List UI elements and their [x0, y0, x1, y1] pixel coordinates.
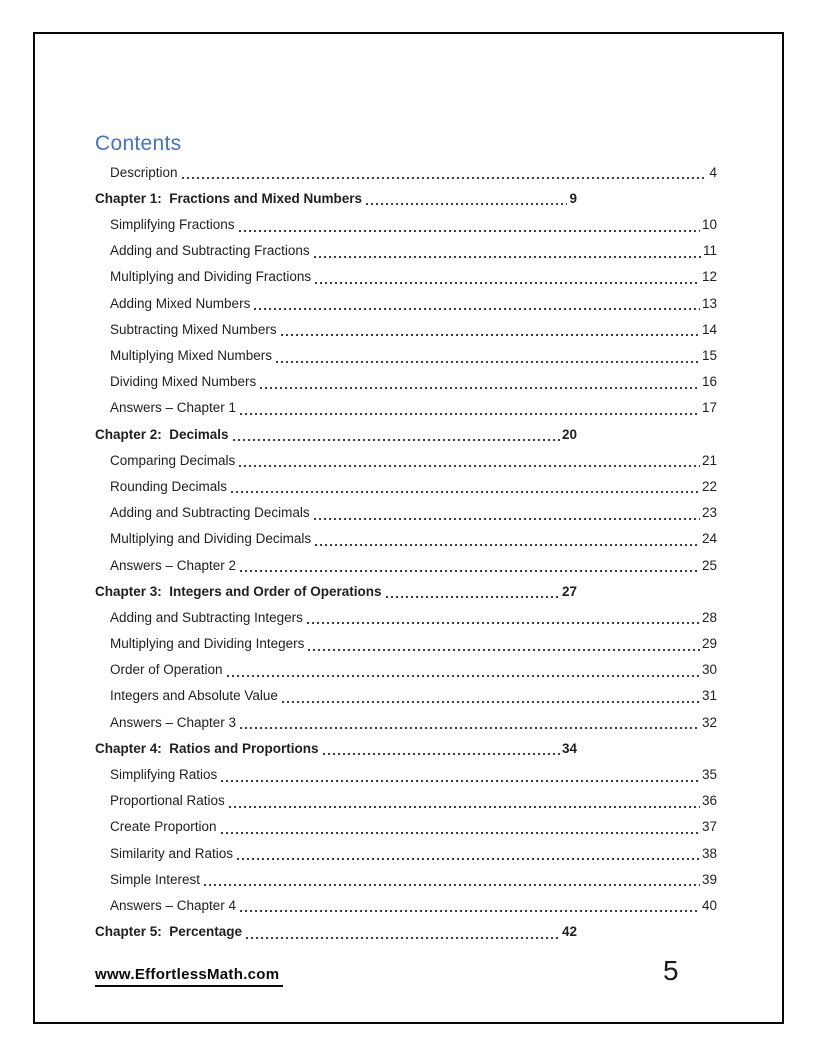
toc-entry-page-number: 23 [701, 505, 717, 521]
toc-entry-page-number: 10 [701, 217, 717, 233]
contents-heading: Contents [95, 132, 182, 155]
toc-entry[interactable] [95, 787, 717, 813]
toc-entry[interactable] [95, 760, 717, 786]
toc-entry[interactable] [95, 315, 717, 341]
toc-leader-dots [281, 334, 700, 336]
toc-entry-label: Multiplying and Dividing Decimals [110, 531, 312, 547]
toc-leader-dots [308, 649, 700, 651]
toc-entry[interactable] [95, 813, 717, 839]
toc-leader-dots [227, 675, 700, 677]
toc-entry-label: Chapter 1: Fractions and Mixed Numbers [95, 190, 363, 206]
toc-entry-page-number: 9 [569, 190, 577, 206]
toc-entry-label: Dividing Mixed Numbers [110, 374, 257, 390]
toc-entry[interactable] [95, 525, 717, 551]
toc-entry-page-number: 28 [701, 609, 717, 625]
toc-entry-label: Simple Interest [110, 871, 201, 887]
toc-entry[interactable] [95, 158, 717, 184]
toc-entry-page-number: 11 [702, 243, 717, 259]
toc-leader-dots [182, 177, 708, 179]
toc-entry-page-number: 30 [701, 662, 717, 678]
toc-entry-page-number: 32 [701, 714, 717, 730]
toc-entry[interactable] [95, 341, 717, 367]
toc-entry[interactable] [95, 708, 717, 734]
toc-entry[interactable] [95, 210, 717, 236]
toc-entry[interactable] [95, 577, 717, 603]
toc-entry[interactable] [95, 551, 717, 577]
toc-entry-label: Answers – Chapter 4 [110, 897, 237, 913]
toc-entry-page-number: 15 [701, 348, 717, 363]
toc-entry[interactable] [95, 656, 717, 682]
toc-entry[interactable] [95, 394, 717, 420]
toc-entry[interactable] [95, 472, 717, 498]
toc-entry-label: Adding Mixed Numbers [110, 295, 251, 311]
toc-entry-label: Multiplying Mixed Numbers [110, 348, 273, 363]
toc-entry-label: Rounding Decimals [110, 478, 228, 494]
toc-entry-label: Description [110, 164, 178, 180]
toc-entry-page-number: 14 [701, 321, 717, 337]
toc-leader-dots [239, 230, 700, 232]
toc-entry-page-number: 29 [701, 636, 717, 652]
toc-entry[interactable] [95, 891, 717, 917]
toc-entry-label: Simplifying Ratios [110, 767, 218, 782]
toc-entry-label: Multiplying and Dividing Integers [110, 636, 305, 652]
toc-leader-dots [254, 308, 700, 310]
toc-entry-page-number: 37 [701, 819, 717, 835]
toc-entry-label: Integers and Absolute Value [110, 688, 278, 704]
toc-leader-dots [307, 622, 700, 624]
toc-leader-dots [282, 701, 700, 703]
toc-leader-dots [314, 256, 701, 258]
toc-entry[interactable] [95, 839, 717, 865]
toc-entry-page-number: 16 [701, 374, 717, 390]
toc-leader-dots [315, 544, 700, 546]
toc-entry[interactable] [95, 289, 717, 315]
toc-entry[interactable] [95, 420, 717, 446]
toc-leader-dots [276, 361, 700, 363]
toc-entry-label: Answers – Chapter 2 [110, 557, 237, 573]
toc-entry[interactable] [95, 682, 717, 708]
toc-entry-label: Adding and Subtracting Decimals [110, 505, 310, 521]
toc-leader-dots [315, 282, 700, 284]
toc-leader-dots [240, 727, 700, 729]
toc-entry-page-number: 25 [701, 557, 717, 573]
toc-entry-page-number: 12 [701, 269, 717, 285]
toc-leader-dots [221, 832, 700, 834]
toc-entry-label: Create Proportion [110, 819, 217, 835]
toc-entry[interactable] [95, 917, 717, 943]
toc-leader-dots [386, 596, 560, 598]
toc-entry[interactable] [95, 734, 717, 760]
toc-entry-label: Chapter 4: Ratios and Proportions [95, 740, 319, 756]
toc-entry-label: Answers – Chapter 3 [110, 714, 237, 730]
toc-leader-dots [366, 203, 567, 205]
toc-content [95, 131, 717, 944]
toc-entry-label: Similarity and Ratios [110, 845, 234, 861]
toc-entry-label: Chapter 3: Integers and Order of Operations [95, 583, 382, 599]
toc-leader-dots [204, 884, 700, 886]
toc-entry-page-number: 35 [701, 767, 717, 782]
toc-leader-dots [239, 465, 700, 467]
toc-entry-page-number: 22 [701, 478, 717, 494]
toc-entry-label: Adding and Subtracting Integers [110, 609, 303, 625]
toc-leader-dots [231, 491, 700, 493]
footer-website-link[interactable]: www.EffortlessMath.com [95, 966, 283, 987]
toc-entry-page-number: 39 [701, 871, 717, 887]
toc-entry[interactable] [95, 498, 717, 524]
toc-leader-dots [323, 753, 560, 755]
toc-entry-label: Subtracting Mixed Numbers [110, 321, 277, 337]
toc-entry-label: Adding and Subtracting Fractions [110, 243, 310, 259]
toc-entry-page-number: 38 [701, 845, 717, 861]
toc-leader-dots [314, 518, 700, 520]
toc-entry[interactable] [95, 368, 717, 394]
toc-leader-dots [237, 858, 700, 860]
toc-entry-page-number: 4 [709, 164, 717, 180]
toc-leader-dots [229, 806, 700, 808]
toc-entry-label: Chapter 5: Percentage [95, 924, 243, 940]
toc-entry[interactable] [95, 446, 717, 472]
toc-entry-page-number: 34 [561, 740, 577, 756]
toc-entry[interactable] [95, 865, 717, 891]
toc-entry-page-number: 36 [701, 793, 717, 809]
toc-entry-label: Comparing Decimals [110, 452, 236, 468]
table-of-contents [95, 158, 717, 944]
toc-leader-dots [260, 387, 700, 389]
toc-entry-page-number: 24 [701, 531, 717, 547]
toc-leader-dots [246, 937, 560, 939]
toc-entry-page-number: 13 [701, 295, 717, 311]
footer-page-number: 5 [663, 955, 679, 986]
toc-entry-page-number: 27 [561, 583, 577, 599]
toc-entry[interactable] [95, 184, 717, 210]
toc-entry[interactable] [95, 603, 717, 629]
toc-leader-dots [221, 780, 700, 782]
toc-entry-label: Order of Operation [110, 662, 223, 678]
toc-entry[interactable] [95, 629, 717, 655]
toc-entry-label: Answers – Chapter 1 [110, 400, 237, 416]
toc-leader-dots [240, 413, 700, 415]
toc-entry-page-number: 31 [701, 688, 717, 704]
toc-entry-page-number: 40 [701, 897, 717, 913]
toc-entry[interactable] [95, 237, 717, 263]
toc-entry-label: Chapter 2: Decimals [95, 426, 229, 442]
toc-entry-label: Multiplying and Dividing Fractions [110, 269, 312, 285]
toc-leader-dots [233, 439, 560, 441]
toc-leader-dots [240, 910, 700, 912]
toc-entry-label: Proportional Ratios [110, 793, 225, 809]
toc-entry-page-number: 42 [561, 924, 577, 940]
toc-entry[interactable] [95, 263, 717, 289]
toc-entry-page-number: 20 [561, 426, 577, 442]
toc-leader-dots [240, 570, 700, 572]
toc-entry-page-number: 21 [701, 452, 717, 468]
toc-entry-page-number: 17 [701, 400, 717, 416]
toc-entry-label: Simplifying Fractions [110, 217, 235, 233]
